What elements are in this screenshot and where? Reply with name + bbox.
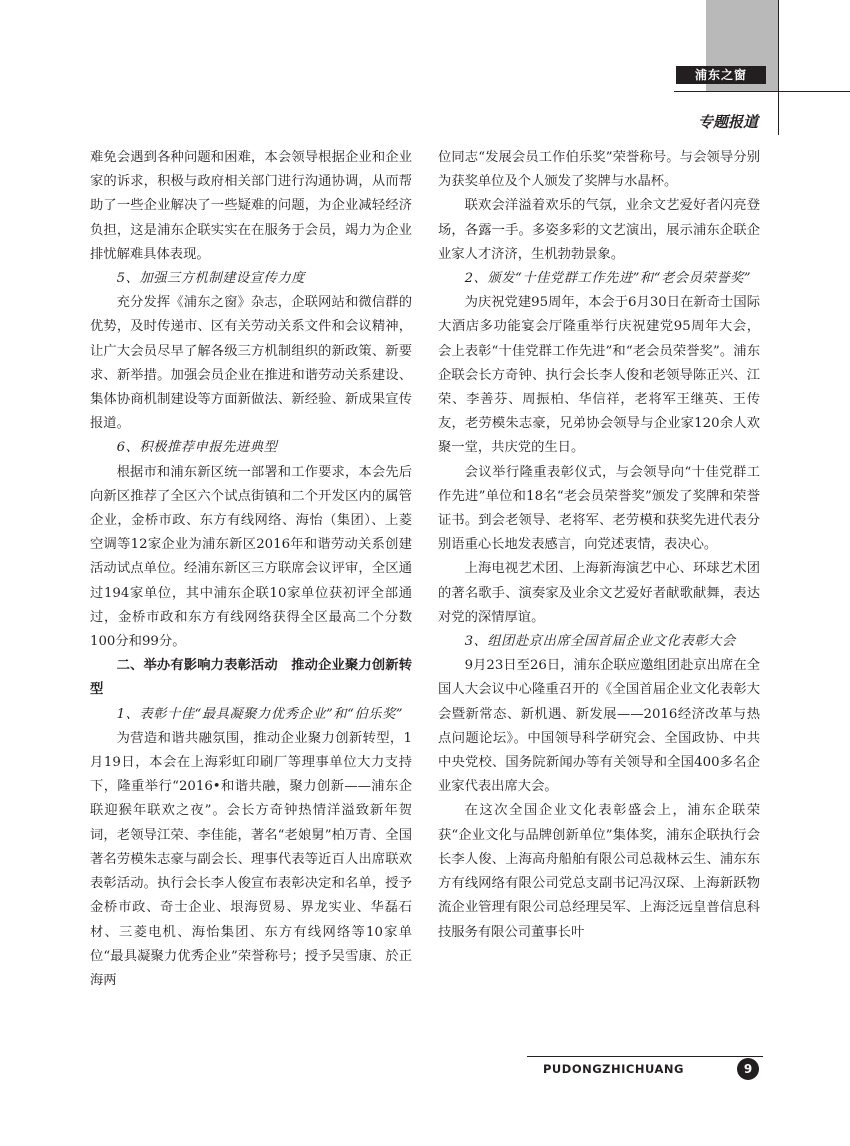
footer-rule — [527, 1056, 763, 1057]
left-column — [90, 146, 412, 993]
right-column — [438, 146, 760, 945]
page-number: 9 — [737, 1058, 759, 1080]
paragraph: 会议举行隆重表彰仪式，与会领导向“十佳党群工作先进”单位和18名“老会员荣誉奖”颁发了奖牌和荣誉证书。到会老领导、老将军、老劳模和获奖先进代表分别语重心长地发表感言，向党述衷情，表决心。 — [438, 464, 760, 553]
section-title: 专题报道 — [697, 113, 758, 131]
paragraph: 位同志“发展会员工作伯乐奖”荣誉称号。与会领导分别为获奖单位及个人颁发了奖牌与水晶杯。 — [438, 150, 760, 190]
subheading: 6、积极推荐申报先进典型 — [116, 440, 278, 456]
header-vertical-rule — [778, 0, 779, 135]
paragraph: 为庆祝党建95周年，本会于6月30日在新奇士国际大酒店多功能宴会厅隆重举行庆祝建党95周年大会，会上表彰“十佳党群工作先进”和“老会员荣誉奖”。浦东企联会长方奇钟、执行会长李人俊和老领导陈正兴、江荣、李善芬、周振柏、华信祥，老将军王继英、王传友，老劳模朱志豪，兄弟协会领导与企业家120余人欢聚一堂，共庆党的生日。 — [438, 295, 760, 456]
subheading: 2、颁发“十佳党群工作先进”和“老会员荣誉奖” — [464, 271, 752, 287]
paragraph: 联欢会洋溢着欢乐的气氛，业余文艺爱好者闪亮登场，各露一手。多姿多彩的文艺演出，展示浦东企联企业家人才济济，生机勃勃景象。 — [438, 198, 760, 262]
paragraph: 充分发挥《浦东之窗》杂志，企联网站和微信群的优势，及时传递市、区有关劳动关系文件和会议精神，让广大会员尽早了解各级三方机制组织的新政策、新要求、新举措。加强会员企业在推进和谐劳动关系建设、集体协商机制建设等方面新做法、新经验、新成果宣传报道。 — [90, 295, 412, 432]
paragraph: 9月23日至26日，浦东企联应邀组团赴京出席在全国人大会议中心隆重召开的《全国首届企业文化表彰大会暨新常态、新机遇、新发展——2016经济改革与热点问题论坛》。中国领导科学研究会、全国政协、中共中央党校、国务院新闻办等有关领导和全国400多名企业家代表出席大会。 — [438, 658, 760, 795]
header-horizontal-rule — [674, 91, 850, 92]
section-heading: 二、举办有影响力表彰活动 推动企业聚力创新转型 — [90, 658, 412, 698]
footer-magazine-name: PUDONGZHICHUANG — [543, 1062, 684, 1076]
paragraph: 在这次全国企业文化表彰盛会上，浦东企联荣获“企业文化与品牌创新单位”集体奖，浦东企联执行会长李人俊、上海高舟船舶有限公司总裁林云生、浦东东方有线网络有限公司党总支副书记冯汉琛、上海新跃物流企业管理有限公司总经理吴军、上海泛远皇普信息科技服务有限公司董事长叶 — [438, 803, 760, 940]
paragraph: 为营造和谐共融氛围，推动企业聚力创新转型，1月19日，本会在上海彩虹印刷厂等理事单位大力支持下，隆重举行“2016•和谐共融，聚力创新——浦东企联迎猴年联欢之夜”。会长方奇钟热情洋溢致新年贺词，老领导江荣、李佳能，著名“老娘舅”柏万青、全国著名劳模朱志豪与副会长、理事代表等近百人出席联欢表彰活动。执行会长李人俊宣布表彰决定和名单，授予金桥市政、奇士企业、垠海贸易、界龙实业、华磊石材、三菱电机、海怡集团、东方有线网络等10家单位“最具凝聚力优秀企业”荣誉称号；授予吴雪康、於正海两 — [90, 730, 412, 988]
paragraph: 根据市和浦东新区统一部署和工作要求，本会先后向新区推荐了全区六个试点街镇和二个开发区内的属管企业，金桥市政、东方有线网络、海怡（集团）、上菱空调等12家企业为浦东新区2016年和谐劳动关系创建活动试点单位。经浦东新区三方联席会议评审，全区通过194家单位，其中浦东企联10家单位获初评全部通过，金桥市政和东方有线网络获得全区最高二个分数100分和99分。 — [90, 464, 412, 650]
paragraph: 难免会遇到各种问题和困难，本会领导根据企业和企业家的诉求，积极与政府相关部门进行沟通协调，从而帮助了一些企业解决了一些疑难的问题，为企业减轻经济负担，这是浦东企联实实在在服务于会员，竭力为企业排忧解难具体表现。 — [90, 150, 412, 262]
subheading: 1、表彰十佳“最具凝聚力优秀企业”和“伯乐奖” — [116, 706, 404, 722]
magazine-logo: 浦东之窗 — [676, 66, 766, 84]
paragraph: 上海电视艺术团、上海新海演艺中心、环球艺术团的著名歌手、演奏家及业余文艺爱好者献歌献舞，表达对党的深情厚谊。 — [438, 561, 760, 625]
subheading: 5、加强三方机制建设宣传力度 — [116, 271, 305, 287]
subheading: 3、组团赴京出席全国首届企业文化表彰大会 — [464, 634, 736, 650]
